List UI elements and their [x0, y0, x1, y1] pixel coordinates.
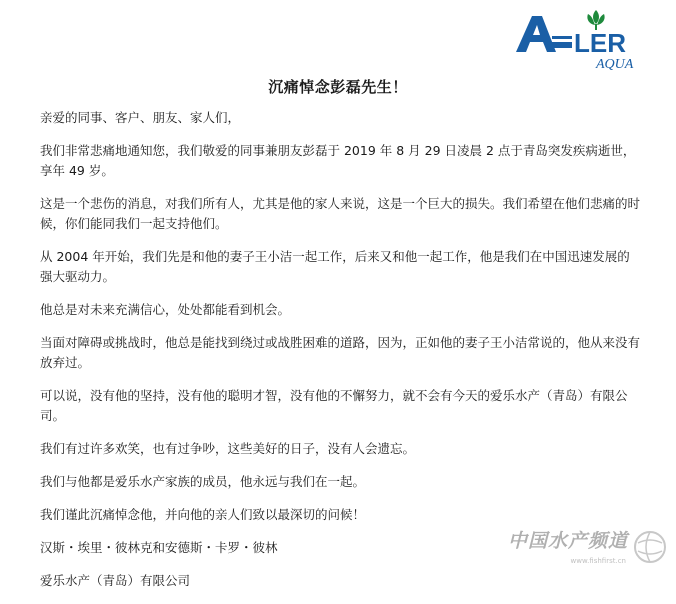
aller-aqua-logo-graphic	[512, 6, 634, 74]
paragraph-confidence: 他总是对未来充满信心，处处都能看到机会。	[40, 302, 291, 317]
paragraph-history: 从 2004 年开始，我们先是和他的妻子王小洁一起工作，后来又和他一起工作，他是我们在中国迅速发展的强大驱动力。	[40, 249, 630, 284]
svg-text:AQUA: AQUA	[596, 57, 634, 72]
paragraph-loss: 这是一个悲伤的消息，对我们所有人，尤其是他的家人来说，这是一个巨大的损失。我们希望在他们悲痛的时候，你们能同我们一起支持他们。	[40, 196, 641, 231]
letter-title: 沉痛悼念彭磊先生！	[268, 78, 408, 96]
paragraph-obstacles: 当面对障碍或挑战时，他总是能找到绕过或战胜困难的道路，因为，正如他的妻子王小洁常说的，他从来没有放弃过。	[40, 335, 641, 370]
paragraph-condolence: 我们谨此沉痛悼念他，并向他的亲人们致以最深切的问候！	[40, 507, 366, 522]
paragraph-notice: 我们非常悲痛地通知您，我们敬爱的同事兼朋友彭磊于 2019 年 8 月 29 日凌晨 2 点于青岛突发疾病逝世，享年 49 岁。	[40, 143, 636, 178]
greeting: 亲爱的同事、客户、朋友、家人们，	[40, 110, 241, 125]
paragraph-memories: 我们有过许多欢笑，也有过争吵，这些美好的日子，没有人会遗忘。	[40, 441, 416, 456]
aller-aqua-logo	[512, 6, 634, 74]
leaf-icon	[587, 10, 604, 30]
watermark-globe-icon	[632, 529, 668, 565]
watermark-text: 中国水产频道	[507, 530, 628, 552]
paragraph-contribution: 可以说，没有他的坚持，没有他的聪明才智，没有他的不懈努力，就不会有今天的爱乐水产（青岛）有限公司。	[40, 388, 628, 423]
svg-text:LER: LER	[574, 28, 626, 58]
signature-names: 汉斯・埃里・彼林克和安德斯・卡罗・彼林	[40, 540, 278, 555]
paragraph-family: 我们与他都是爱乐水产家族的成员，他永远与我们在一起。	[40, 474, 366, 489]
watermark-url: www.fishfirst.cn	[570, 557, 626, 565]
signature-company: 爱乐水产（青岛）有限公司	[40, 573, 191, 588]
